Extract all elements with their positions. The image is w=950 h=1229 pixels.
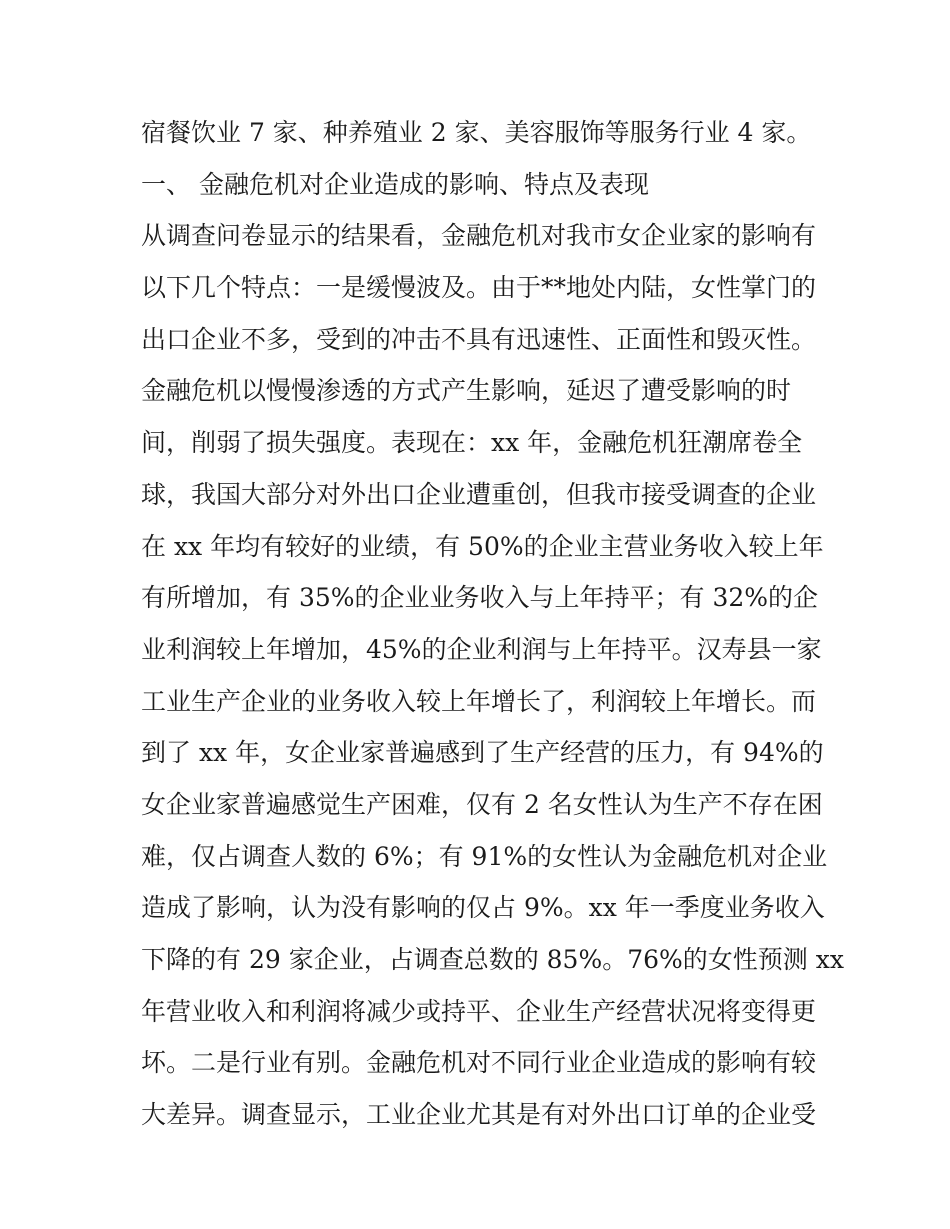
text-line-16: 造成了影响，认为没有影响的仅占 9%。xx 年一季度业务收入 xyxy=(141,893,825,923)
text-line-15: 难，仅占调查人数的 6%；有 91%的女性认为金融危机对企业 xyxy=(141,841,828,871)
section-heading: 一、 金融危机对企业造成的影响、特点及表现 xyxy=(141,169,649,199)
text-line-8: 球，我国大部分对外出口企业遭重创，但我市接受调查的企业 xyxy=(141,479,817,509)
text-line-12: 工业生产企业的业务收入较上年增长了，利润较上年增长。而 xyxy=(141,686,817,716)
text-line-14: 女企业家普遍感觉生产困难，仅有 2 名女性认为生产不存在困 xyxy=(141,789,823,819)
text-line-10: 有所增加，有 35%的企业业务收入与上年持平；有 32%的企 xyxy=(141,583,819,613)
text-line-5: 出口企业不多，受到的冲击不具有迅速性、正面性和毁灭性。 xyxy=(141,324,817,354)
text-line-6: 金融危机以慢慢渗透的方式产生影响，延迟了遭受影响的时 xyxy=(141,376,792,406)
text-line-1: 宿餐饮业 7 家、种养殖业 2 家、美容服饰等服务行业 4 家。 xyxy=(141,118,812,147)
text-line-17: 下降的有 29 家企业，占调查总数的 85%。76%的女性预测 xx xyxy=(141,945,844,974)
text-line-3: 从调查问卷显示的结果看，金融危机对我市女企业家的影响有 xyxy=(141,221,817,251)
text-line-13: 到了 xx 年，女企业家普遍感到了生产经营的压力，有 94%的 xyxy=(141,738,824,768)
body-text xyxy=(141,107,844,1141)
text-line-4: 以下几个特点：一是缓慢波及。由于**地处内陆，女性掌门的 xyxy=(141,273,817,303)
text-line-18: 年营业收入和利润将减少或持平、企业生产经营状况将变得更 xyxy=(141,996,817,1026)
text-line-20: 大差异。调查显示，工业企业尤其是有对外出口订单的企业受 xyxy=(141,1100,817,1130)
text-line-9: 在 xx 年均有较好的业绩，有 50%的企业主营业务收入较上年 xyxy=(141,531,824,561)
text-line-11: 业利润较上年增加，45%的企业利润与上年持平。汉寿县一家 xyxy=(141,634,822,664)
text-line-7: 间，削弱了损失强度。表现在：xx 年，金融危机狂潮席卷全 xyxy=(141,428,803,458)
text-line-19: 坏。二是行业有别。金融危机对不同行业企业造成的影响有较 xyxy=(141,1048,817,1078)
